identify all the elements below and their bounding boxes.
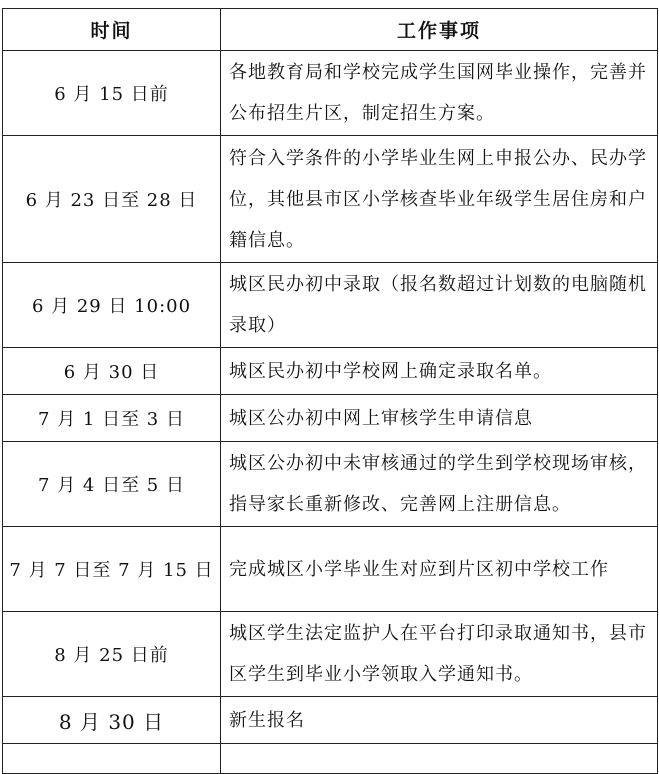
time-cell: 6 月 23 日至 28 日	[3, 136, 221, 263]
task-cell: 城区学生法定监护人在平台打印录取通知书，县市区学生到毕业小学领取入学通知书。	[221, 612, 658, 697]
table-row	[3, 348, 658, 395]
task-cell: 城区公办初中网上审核学生申请信息	[221, 395, 658, 442]
table-row	[3, 136, 658, 263]
table-row	[3, 442, 658, 527]
header-row	[3, 9, 658, 51]
header-time: 时间	[3, 9, 221, 51]
time-cell: 8 月 30 日	[3, 697, 221, 744]
task-cell: 城区民办初中学校网上确定录取名单。	[221, 348, 658, 395]
header-task: 工作事项	[221, 9, 658, 51]
time-cell: 7 月 7 日至 7 月 15 日	[3, 527, 221, 612]
time-cell: 6 月 15 日前	[3, 51, 221, 136]
table-row	[3, 697, 658, 744]
table-row	[3, 263, 658, 348]
time-cell	[3, 744, 221, 774]
task-cell: 各地教育局和学校完成学生国网毕业操作，完善并公布招生片区，制定招生方案。	[221, 51, 658, 136]
task-cell: 新生报名	[221, 697, 658, 744]
table-row	[3, 612, 658, 697]
task-cell: 完成城区小学毕业生对应到片区初中学校工作	[221, 527, 658, 612]
task-cell: 符合入学条件的小学毕业生网上申报公办、民办学位，其他县市区小学核查毕业年级学生居住房和户籍信息。	[221, 136, 658, 263]
task-cell: 城区公办初中未审核通过的学生到学校现场审核，指导家长重新修改、完善网上注册信息。	[221, 442, 658, 527]
time-cell: 7 月 4 日至 5 日	[3, 442, 221, 527]
table-row	[3, 395, 658, 442]
task-cell	[221, 744, 658, 774]
table-row	[3, 744, 658, 774]
time-cell: 8 月 25 日前	[3, 612, 221, 697]
time-cell: 6 月 29 日 10:00	[3, 263, 221, 348]
table-row	[3, 51, 658, 136]
time-cell: 7 月 1 日至 3 日	[3, 395, 221, 442]
schedule-table	[2, 8, 658, 774]
time-cell: 6 月 30 日	[3, 348, 221, 395]
task-cell: 城区民办初中录取（报名数超过计划数的电脑随机录取）	[221, 263, 658, 348]
table-row	[3, 527, 658, 612]
